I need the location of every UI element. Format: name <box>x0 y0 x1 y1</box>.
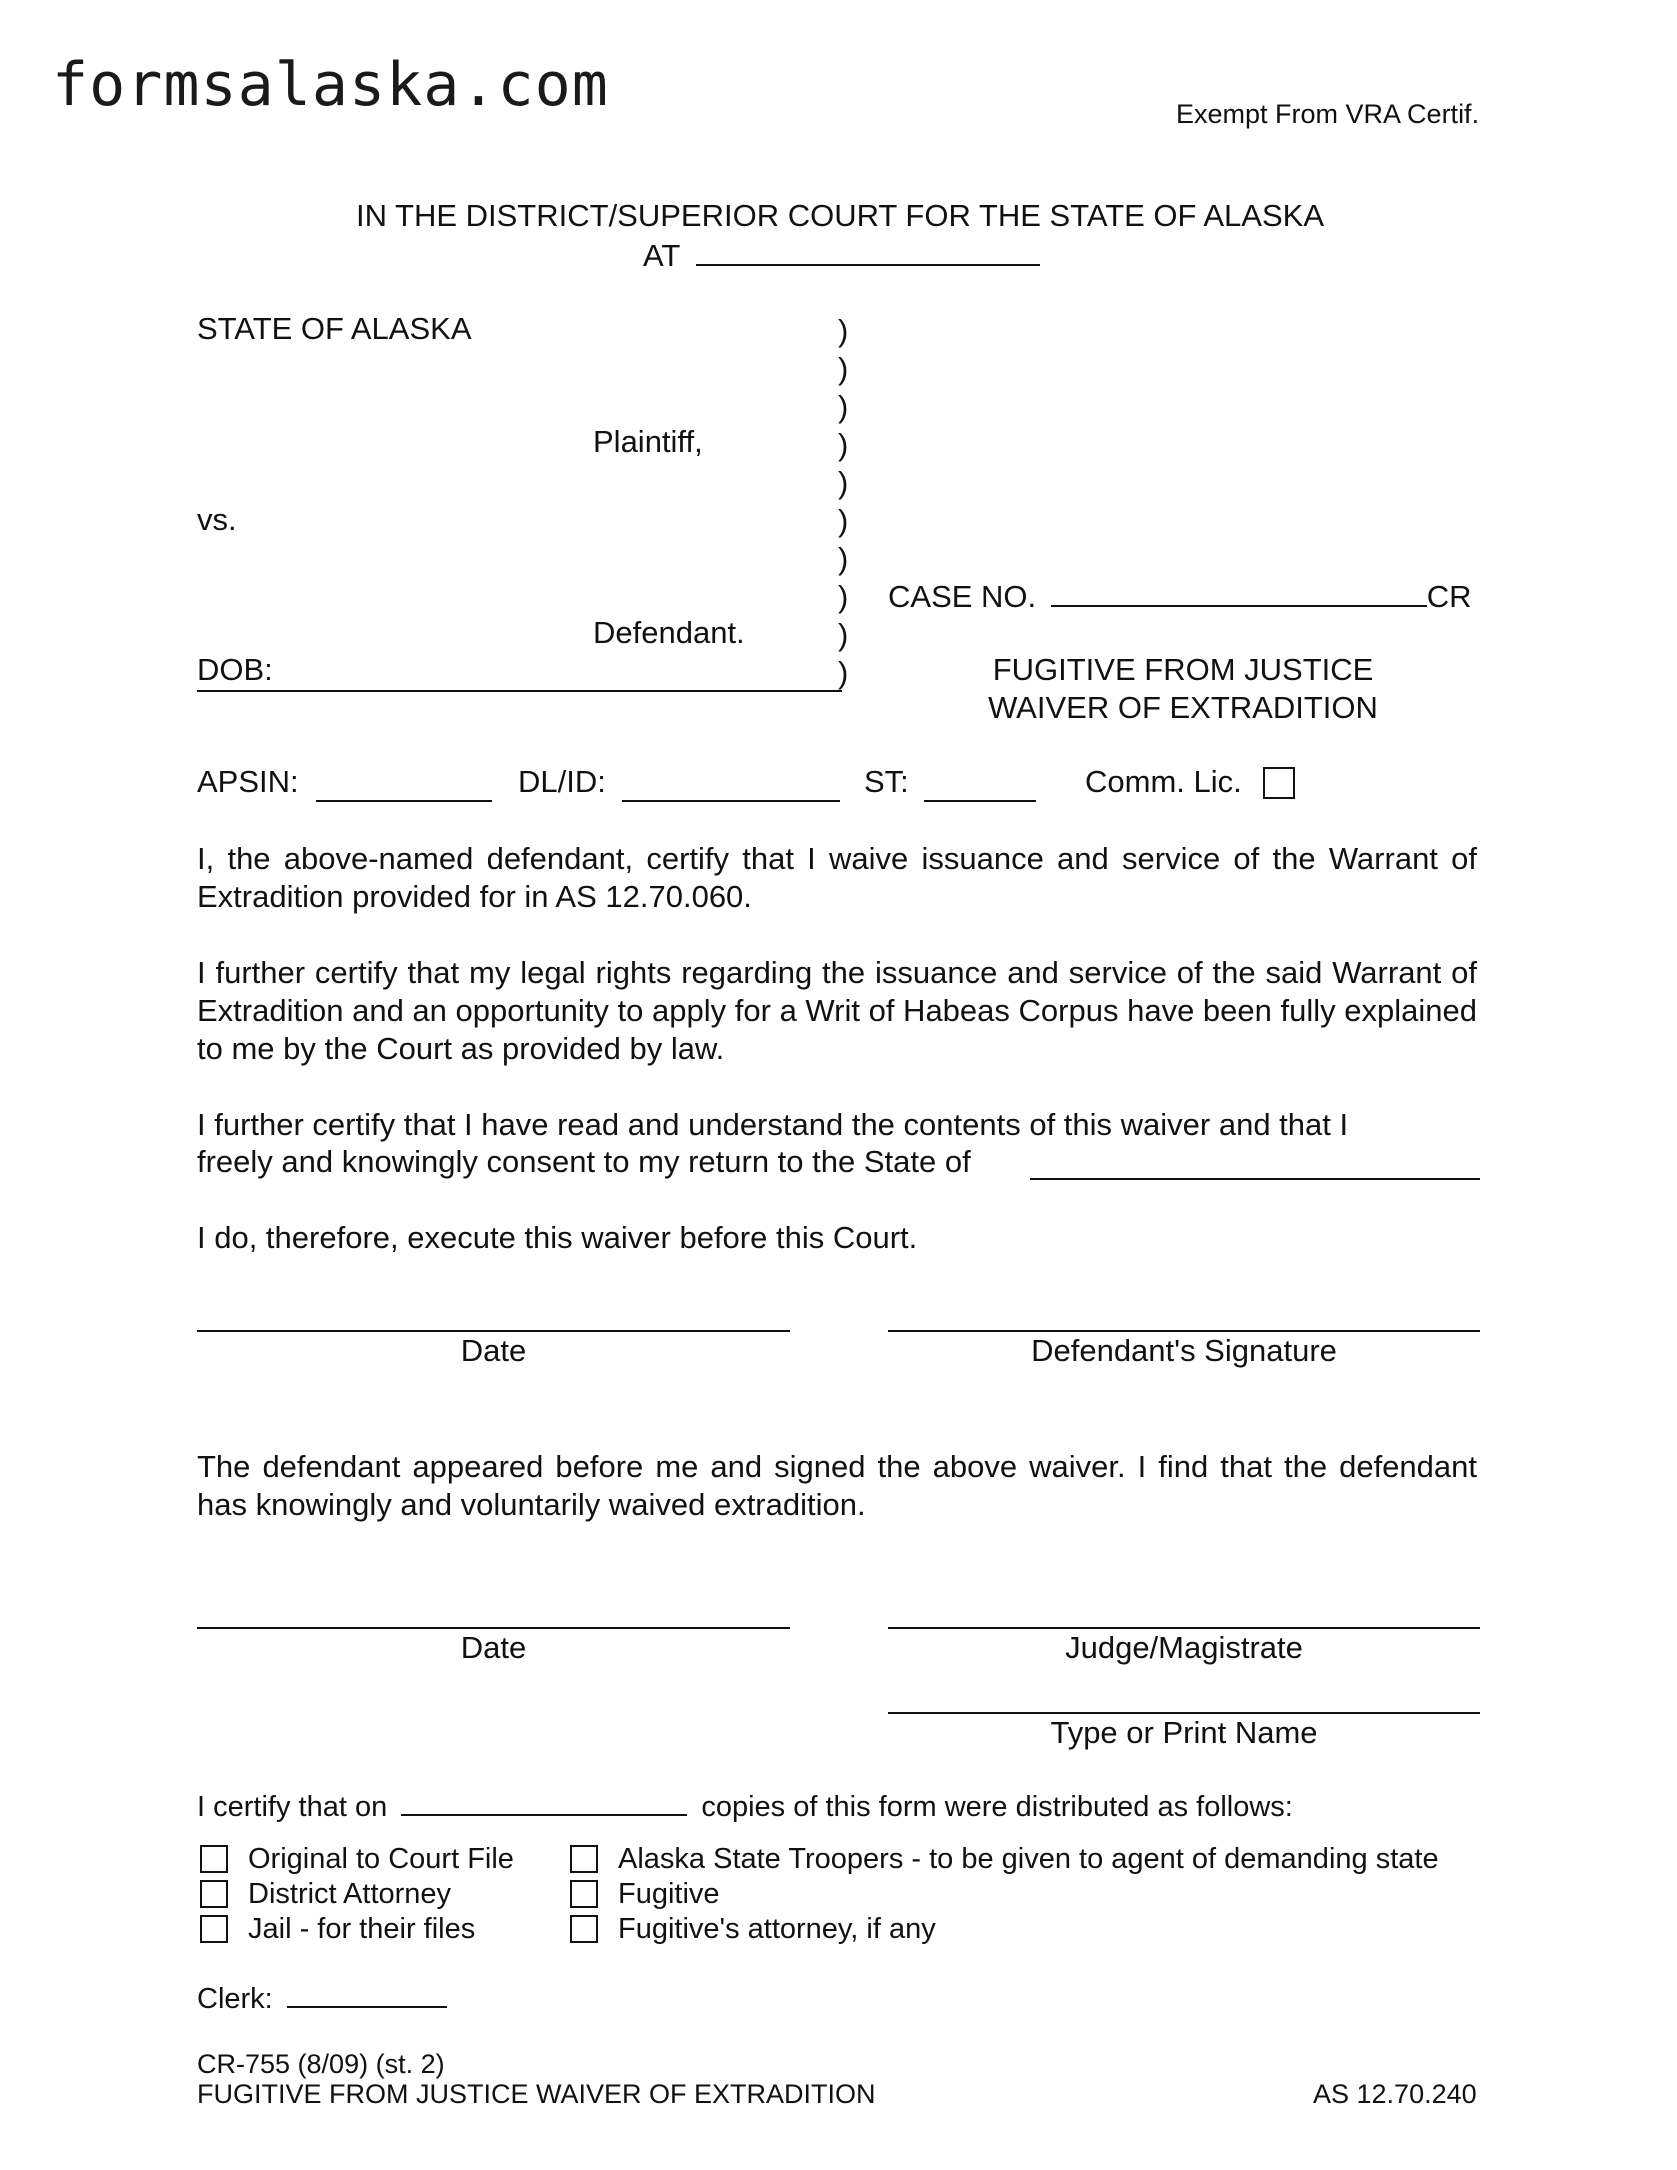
distribution-intro-suffix: copies of this form were distributed as follows: <box>701 1791 1293 1823</box>
judge-signature-line[interactable] <box>888 1627 1480 1629</box>
waiver-paragraph-3-line2: freely and knowingly consent to my return to the State of <box>197 1144 971 1179</box>
st-label: ST: <box>864 764 909 799</box>
distribution-date-field[interactable] <box>401 1790 687 1816</box>
form-title-line1: FUGITIVE FROM JUSTICE <box>992 652 1374 687</box>
judge-date-label: Date <box>460 1630 527 1665</box>
court-location <box>643 236 1040 274</box>
checkbox[interactable] <box>570 1880 598 1908</box>
caption-paren: ) <box>838 313 849 348</box>
distribution-item <box>570 1842 1439 1876</box>
waiver-paragraph-4: I do, therefore, execute this waiver before this Court. <box>197 1220 918 1255</box>
defendant-role: Defendant. <box>593 615 745 650</box>
date-label: Date <box>460 1333 527 1368</box>
caption-paren: ) <box>838 541 849 576</box>
defendant-signature-line[interactable] <box>888 1330 1480 1332</box>
caption-paren: ) <box>838 427 849 462</box>
distribution-item <box>570 1912 936 1946</box>
comm-lic-label: Comm. Lic. <box>1085 764 1242 799</box>
caption-paren: ) <box>838 351 849 386</box>
dlid-label: DL/ID: <box>518 764 606 799</box>
exempt-note: Exempt From VRA Certif. <box>1176 99 1480 129</box>
at-label: AT <box>643 238 680 273</box>
form-id: CR-755 (8/09) (st. 2) <box>197 2049 445 2079</box>
caption-paren: ) <box>838 389 849 424</box>
checkbox[interactable] <box>570 1845 598 1873</box>
waiver-paragraph-2: I further certify that my legal rights regarding the issuance and service of the said Warrant of Extradition and an opportunity to apply for a Writ of Habeas Corpus have been fully explained to me by the Court as provided by law. <box>197 955 1477 1066</box>
dob-label: DOB: <box>197 652 273 687</box>
date-signature-line[interactable] <box>197 1330 790 1332</box>
caption-paren: ) <box>838 503 849 538</box>
apsin-field[interactable] <box>316 800 492 802</box>
distribution-item-label: Alaska State Troopers - to be given to agent of demanding state <box>618 1843 1439 1875</box>
st-field[interactable] <box>924 800 1036 802</box>
waiver-paragraph-3-line1: I further certify that I have read and understand the contents of this waiver and that I <box>197 1107 1349 1142</box>
print-name-label: Type or Print Name <box>1050 1715 1318 1750</box>
caption-paren: ) <box>838 579 849 614</box>
distribution-item <box>570 1877 720 1911</box>
court-finding: The defendant appeared before me and signed the above waiver. I find that the defendant has knowingly and voluntarily waived extradition. <box>197 1449 1477 1522</box>
caption-paren: ) <box>838 465 849 500</box>
distribution-item-label: Fugitive's attorney, if any <box>618 1913 936 1945</box>
distribution-intro-prefix: I certify that on <box>197 1791 388 1823</box>
court-location-field[interactable] <box>696 236 1040 266</box>
case-suffix: CR <box>1426 579 1472 614</box>
distribution-item-label: Jail - for their files <box>248 1913 476 1945</box>
site-watermark: formsalaska.com <box>52 50 609 120</box>
dlid-field[interactable] <box>622 800 840 802</box>
clerk-label: Clerk: <box>197 1983 273 2015</box>
checkbox[interactable] <box>570 1915 598 1943</box>
distribution-item <box>200 1842 514 1876</box>
clerk-field[interactable] <box>287 1980 447 2008</box>
footer-statute: AS 12.70.240 <box>1313 2079 1477 2109</box>
checkbox[interactable] <box>200 1880 228 1908</box>
court-heading: IN THE DISTRICT/SUPERIOR COURT FOR THE STATE OF ALASKA <box>355 198 1325 233</box>
distribution-item <box>200 1877 451 1911</box>
distribution-intro <box>197 1790 1293 1824</box>
clerk-line <box>197 1980 447 2016</box>
checkbox[interactable] <box>200 1845 228 1873</box>
case-no-field[interactable] <box>1051 577 1427 607</box>
distribution-item-label: District Attorney <box>248 1878 452 1910</box>
checkbox[interactable] <box>200 1915 228 1943</box>
comm-lic-checkbox[interactable] <box>1263 767 1295 799</box>
judge-magistrate-label: Judge/Magistrate <box>1065 1630 1303 1665</box>
defendant-signature-label: Defendant's Signature <box>1031 1333 1337 1368</box>
versus-label: vs. <box>197 502 237 537</box>
case-number <box>888 577 1472 615</box>
plaintiff-role: Plaintiff, <box>593 424 703 459</box>
caption-paren: ) <box>838 617 849 652</box>
form-title-line2: WAIVER OF EXTRADITION <box>988 690 1378 725</box>
case-no-label: CASE NO. <box>888 579 1037 614</box>
plaintiff-name: STATE OF ALASKA <box>197 311 472 346</box>
distribution-item-label: Fugitive <box>618 1878 720 1910</box>
caption-paren: ) <box>838 655 849 690</box>
footer-form-title: FUGITIVE FROM JUSTICE WAIVER OF EXTRADITION <box>197 2079 876 2109</box>
apsin-label: APSIN: <box>197 764 299 799</box>
waiver-paragraph-1: I, the above-named defendant, certify that I waive issuance and service of the Warrant of Extradition provided for in AS 12.70.060. <box>197 841 1477 914</box>
distribution-item-label: Original to Court File <box>248 1843 514 1875</box>
judge-date-line[interactable] <box>197 1627 790 1629</box>
print-name-line[interactable] <box>888 1712 1480 1714</box>
dob-field-line[interactable] <box>197 690 842 692</box>
return-state-field[interactable] <box>1030 1178 1480 1180</box>
distribution-item <box>200 1912 475 1946</box>
